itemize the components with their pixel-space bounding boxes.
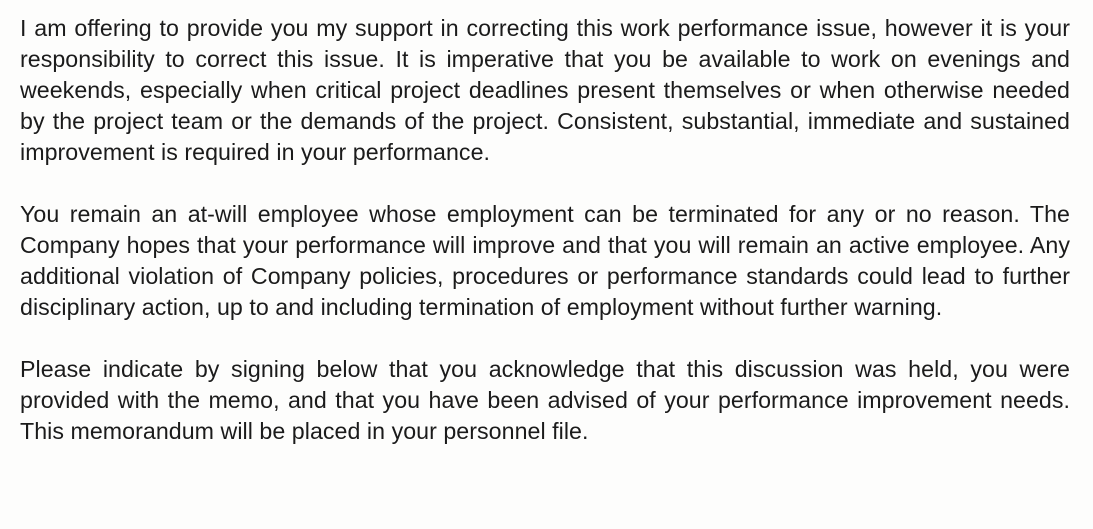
acknowledgement-paragraph: Please indicate by signing below that you acknowledge that this discussion was held, you were provided with the memo, and that you have been advised of your performance improvement needs. This memorandum will be placed in your personnel file. — [20, 356, 1070, 444]
at-will-employment-paragraph: You remain an at-will employee whose employment can be terminated for any or no reason. The Company hopes that your performance will improve and that you will remain an active employee. Any additional violation of Company policies, procedures or performance standards could lead to further disciplinary action, up to and including termination of employment without further warning. — [20, 201, 1070, 320]
support-paragraph: I am offering to provide you my support in correcting this work performance issue, however it is your responsibility to correct this issue. It is imperative that you be available to work on evenings and weekends, especially when critical project deadlines present themselves or when otherwise needed by the project team or the demands of the project. Consistent, substantial, immediate and sustained improvement is required in your performance. — [20, 15, 1070, 165]
